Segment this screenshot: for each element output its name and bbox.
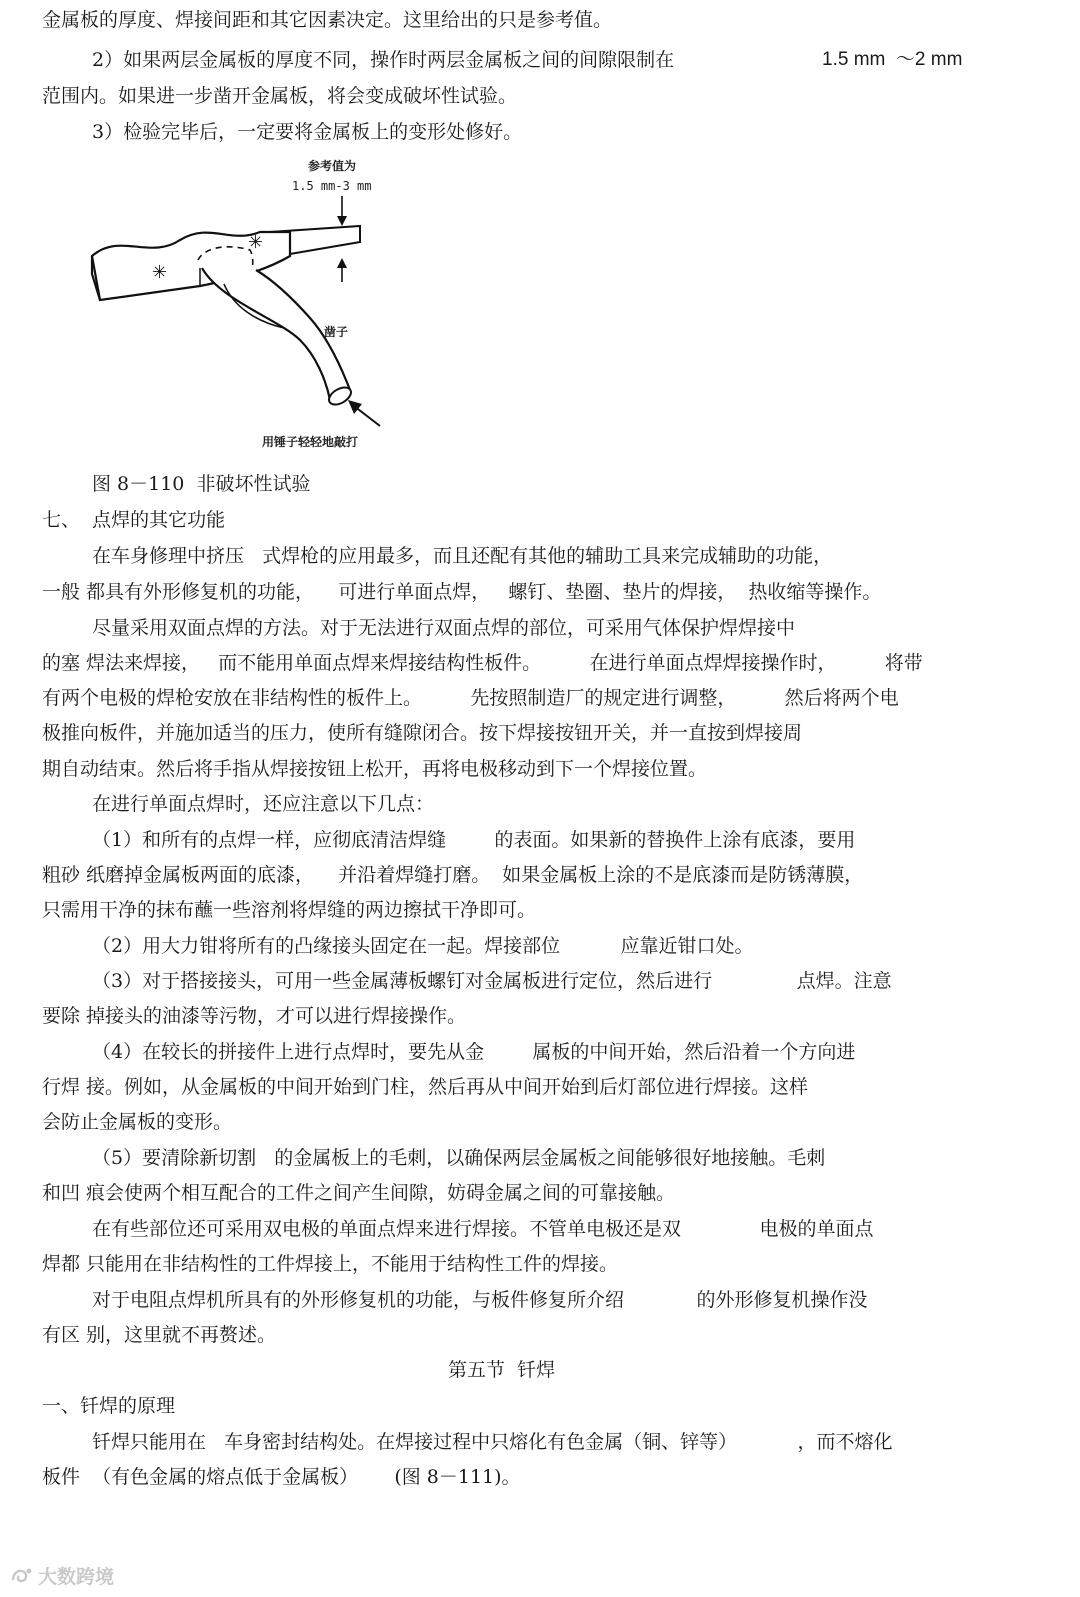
text-line: 2）如果两层金属板的厚度不同，操作时两层金属板之间的间隙限制在 — [92, 49, 675, 71]
text-line: 期自动结束。然后将手指从焊接按钮上松开，再将电极移动到下一个焊接位置。 — [42, 758, 708, 780]
text-line: 在有些部位还可采用双电极的单面点焊来进行焊接。不管单电极还是双 电极的单面点 — [92, 1218, 874, 1240]
text-line: 有区 别，这里就不再赘述。 — [42, 1324, 277, 1346]
text-line: 在进行单面点焊时，还应注意以下几点： — [92, 793, 435, 815]
text-line-value: 1.5 mm ～2 mm — [822, 49, 963, 70]
text-line: 板件 （有色金属的熔点低于金属板） (图 8－111)。 — [42, 1466, 521, 1488]
text-line: 在车身修理中挤压 式焊枪的应用最多，而且还配有其他的辅助工具来完成辅助的功能， — [92, 545, 833, 567]
hammer-arrow-head — [348, 400, 362, 414]
weld-mark-1: ✳ — [152, 262, 168, 283]
text-line: 金属板的厚度、焊接间距和其它因素决定。这里给出的只是参考值。 — [42, 9, 613, 31]
gap-arrow-bottom-head — [337, 258, 347, 268]
text-line: 3）检验完毕后，一定要将金属板上的变形处修好。 — [92, 121, 523, 143]
text-line: 只需用干净的抹布蘸一些溶剂将焊缝的两边擦拭干净即可。 — [42, 899, 537, 921]
text-line: （1）和所有的点焊一样，应彻底清洁焊缝 的表面。如果新的替换件上涂有底漆，要用 — [92, 829, 856, 851]
chisel-label: 凿子 — [324, 325, 349, 339]
text-line: 焊都 只能用在非结构性的工件焊接上，不能用于结构性工件的焊接。 — [42, 1253, 619, 1275]
text-line: 要除 掉接头的油漆等污物，才可以进行焊接操作。 — [42, 1005, 467, 1027]
weld-mark-2: ✳ — [248, 232, 264, 253]
section-heading: 一、钎焊的原理 — [42, 1395, 176, 1417]
text-line: 的塞 焊法来焊接， 而不能用单面点焊来焊接结构性板件。 在进行单面点焊焊接操作时， 将带 — [42, 652, 923, 674]
text-line: （4）在较长的拼接件上进行点焊时，要先从金 属板的中间开始，然后沿着一个方向进 — [92, 1041, 856, 1063]
watermark-text: 大数跨境 — [38, 1566, 115, 1588]
section-heading: 七、 点焊的其它功能 — [42, 509, 226, 531]
text-line: 粗砂 纸磨掉金属板两面的底漆， 并沿着焊缝打磨。 如果金属板上涂的不是底漆而是防锈薄膜， — [42, 864, 864, 886]
chapter-heading: 第五节 钎焊 — [448, 1359, 556, 1381]
text-line: （2）用大力钳将所有的凸缘接头固定在一起。焊接部位 应靠近钳口处。 — [92, 935, 754, 957]
text-line: 尽量采用双面点焊的方法。对于无法进行双面点焊的部位，可采用气体保护焊焊接中 — [92, 617, 796, 639]
text-line: 极推向板件，并施加适当的压力，使所有缝隙闭合。按下焊接按钮开关，并一直按到焊接周 — [42, 722, 803, 744]
text-line: 和凹 痕会使两个相互配合的工件之间产生间隙，妨碍金属之间的可靠接触。 — [42, 1182, 676, 1204]
text-line: 行焊 接。例如，从金属板的中间开始到门柱，然后再从中间开始到后灯部位进行焊接。这样 — [42, 1076, 809, 1098]
watermark-logo-icon — [10, 1566, 34, 1586]
ref-value-label: 参考值为 — [308, 159, 357, 173]
text-line: （5）要清除新切割 的金属板上的毛刺，以确保两层金属板之间能够很好地接触。毛刺 — [92, 1147, 826, 1169]
text-line: （3）对于搭接接头，可用一些金属薄板螺钉对金属板进行定位，然后进行 点焊。注意 — [92, 970, 892, 992]
text-line: 会防止金属板的变形。 — [42, 1111, 233, 1133]
text-line: 有两个电极的焊枪安放在非结构性的板件上。 先按照制造厂的规定进行调整， 然后将两个电 — [42, 687, 899, 709]
non-destructive-test-figure — [80, 150, 440, 470]
text-line: 范围内。如果进一步凿开金属板，将会变成破坏性试验。 — [42, 85, 518, 107]
text-line: 一般 都具有外形修复机的功能， 可进行单面点焊， 螺钉、垫圈、垫片的焊接， 热收缩等操作。 — [42, 581, 882, 603]
watermark — [10, 1562, 114, 1589]
text-line: 钎焊只能用在 车身密封结构处。在焊接过程中只熔化有色金属（铜、锌等） ，而不熔化 — [92, 1431, 893, 1453]
gap-arrow-top-head — [337, 216, 347, 226]
text-line: 对于电阻点焊机所具有的外形修复机的功能，与板件修复所介绍 的外形修复机操作没 — [92, 1289, 868, 1311]
figure-caption: 图 8－110 非破坏性试验 — [92, 473, 311, 495]
hammer-label: 用锤子轻轻地敲打 — [262, 435, 359, 449]
ref-range-label: 1.5 mm-3 mm — [292, 179, 372, 193]
